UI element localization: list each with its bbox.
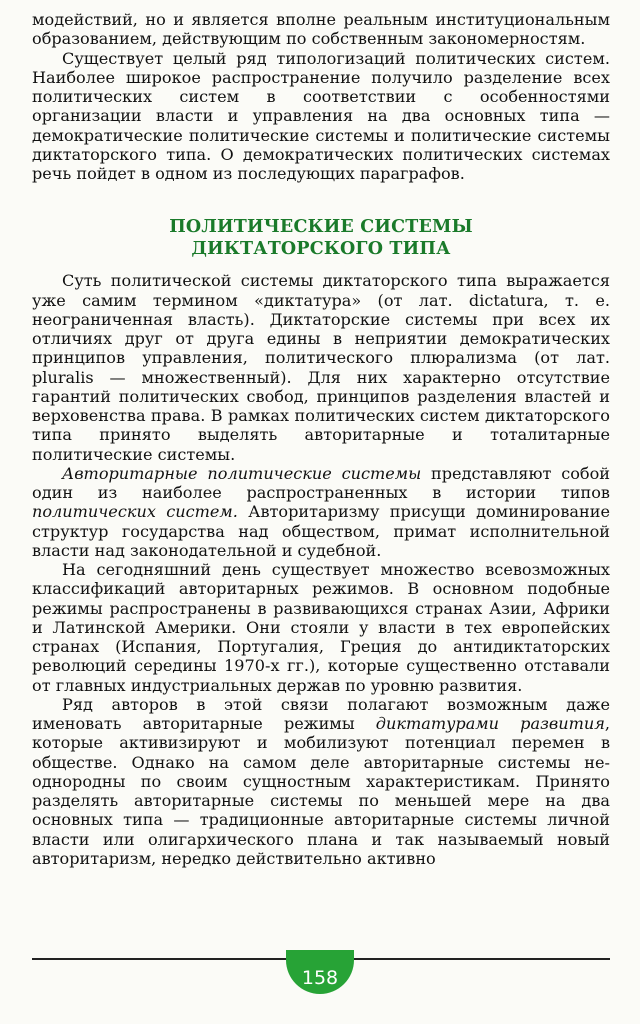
italic-term-development-dictatorships: диктатурами развития: [375, 714, 605, 733]
paragraph-text: представляют собой один из наиболее распространенных в истории типов: [32, 463, 610, 502]
page-number: 158: [301, 967, 339, 989]
paragraph-text: Ряд авторов в этой связи полагают возможным даже именовать авторитарные режимы: [32, 694, 610, 733]
paragraph-development-dictatorships: [32, 695, 610, 868]
intro-paragraph-continuation: модействий, но и является вполне реальным институциональным образованием, действующим по собственным закономерностям.: [32, 10, 610, 49]
paragraph-classifications: На сегодняшний день существует множество всевозможных классификаций авторитарных режимов. В основном подобные режимы распространены в развивающихся странах Азии, Африки и Латинской Америки. Они стояли у власти в тех европейских странах (Испания, Португалия, Греция до антидиктаторских революций середины 1970-х гг.), которые существенно отставали от главных индустриальных держав по уровню развития.: [32, 560, 610, 695]
section-heading-line-1: ПОЛИТИЧЕСКИЕ СИСТЕМЫ: [169, 217, 473, 238]
paragraph-authoritarian-systems: [32, 464, 610, 560]
italic-term-political-systems: политических систем.: [32, 502, 238, 522]
section-heading: [32, 216, 610, 260]
intro-paragraph-typology: Существует целый ряд типологизаций политических систем. Наиболее широкое распространение получило разделение всех политических систем в соответствии с особенностями организации власти и управления на два основных типа — демократические политические системы и политические системы диктаторского типа. О демократических политических системах речь пойдет в одном из последующих параграфов.: [32, 48, 610, 183]
paragraph-text: Авторитаризму присущи доминирование структур государства над обществом, примат исполнительной власти над законодательной и судебной.: [32, 502, 611, 560]
italic-term-authoritarian-systems: Авторитарные политические системы: [62, 463, 422, 483]
page-body: [32, 10, 610, 868]
paragraph-text: , которые активизируют и мобилизуют потенциал перемен в обществе. Однако на самом деле авторитарные системы неоднородны по своим сущностным характеристикам. Принято разделять авторитарные системы по меньшей мере на два основных типа — традиционные авторитарные системы личной власти или олигархического плана и так называемый новый авторитаризм, нередко действительно активно: [32, 714, 610, 868]
section-heading-line-2: ДИКТАТОРСКОГО ТИПА: [191, 239, 451, 260]
paragraph-dictatorship-definition: Суть политической системы диктаторского типа выражается уже самим термином «диктатура» (от лат. dictatura, т. е. неограниченная власть). Диктаторские системы при всех их отличиях друг от друга едины в неприятии демократических принципов управления, политического плюрализма (от лат. pluralis — множественный). Для них характерно отсутствие гарантий политических свобод, принципов разделения властей и верховенства права. В рамках политических систем диктаторского типа принято выделять авторитарные и тоталитарные политические системы.: [32, 271, 610, 464]
page-number-badge: [286, 950, 354, 994]
